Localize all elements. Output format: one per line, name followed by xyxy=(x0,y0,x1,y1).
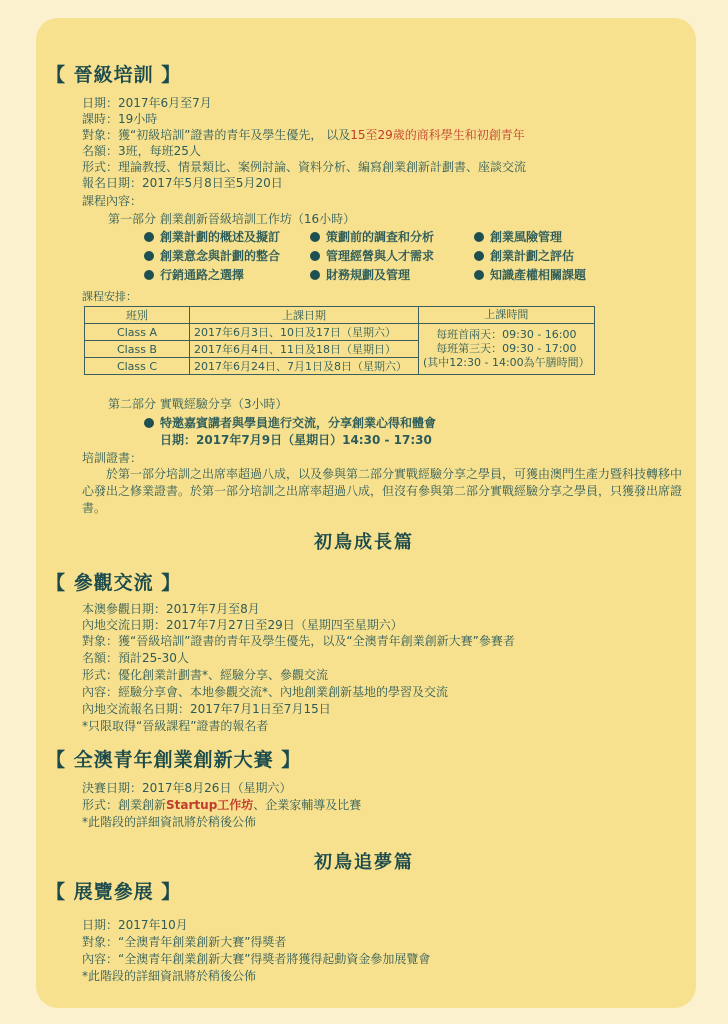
section-heading-advanced-training: 【 晉級培訓 】 xyxy=(46,64,182,86)
bullet-item: 行銷通路之選擇 xyxy=(144,266,244,283)
s2-line: 本澳參觀日期：2017年7月至8月 xyxy=(82,602,260,616)
bullet-dot-icon xyxy=(144,418,154,428)
s1-cert-label: 培訓證書： xyxy=(82,451,143,465)
s1-signup: 報名日期：2017年5月8日至5月20日 xyxy=(82,176,283,190)
bullet-item: 創業風險管理 xyxy=(474,228,562,245)
section-heading-visit-exchange: 【 參觀交流 】 xyxy=(46,572,182,594)
s1-target-text: 對象：獲“初級培訓”證書的青年及學生優先， 以及 xyxy=(82,128,351,142)
table-header-row xyxy=(85,307,595,324)
bullet-dot-icon xyxy=(310,232,320,242)
s4-line: 對象：“全澳青年創業創新大賽”得獎者 xyxy=(82,935,287,949)
bullet-dot-icon xyxy=(474,232,484,242)
schedule-table xyxy=(84,306,595,375)
s4-line: 日期：2017年10月 xyxy=(82,918,188,932)
s4-line: 內容：“全澳青年創業創新大賽”得獎者將獲得起動資金參加展覽會 xyxy=(82,952,431,966)
s1-schedule-label: 課程安排： xyxy=(82,290,137,303)
s2-line: 形式：優化創業計劃書*、經驗分享、參觀交流 xyxy=(82,668,329,682)
bullet-dot-icon xyxy=(144,251,154,261)
s1-cert-text: 於第一部分培訓之出席率超過八成，以及參與第二部分實戰經驗分享之學員，可獲由澳門生產力暨科技轉移中心發出之修業證書。於第一部分培訓之出席率超過八成，但沒有參與第二部分實戰經驗分享之學員，只獲發出席證書。 xyxy=(82,467,683,515)
s1-target xyxy=(82,127,525,144)
s3-date: 決賽日期：2017年8月26日（星期六） xyxy=(82,781,292,795)
table-cell-date: 2017年6月4日、11日及18日（星期日） xyxy=(190,341,419,358)
bullet-dot-icon xyxy=(474,251,484,261)
table-header: 班別 xyxy=(85,307,190,324)
table-cell-date: 2017年6月3日、10日及17日（星期六） xyxy=(190,324,419,341)
s2-line: 內地交流報名日期：2017年7月1日至7月15日 xyxy=(82,702,331,716)
s2-line: 內地交流日期：2017年7月27日至29日（星期四至星期六） xyxy=(82,618,403,632)
bullet-item: 創業計劃之評估 xyxy=(474,247,574,264)
bullet-dot-icon xyxy=(474,270,484,280)
bullet-item: 策劃前的調查和分析 xyxy=(310,228,434,245)
bullet-item: 特邀嘉賓講者與學員進行交流，分享創業心得和體會 xyxy=(144,414,436,431)
bullet-dot-icon xyxy=(144,232,154,242)
s2-line: 名額：預計25-30人 xyxy=(82,651,189,665)
table-header: 上課日期 xyxy=(190,307,419,324)
s1-part2-date: 日期：2017年7月9日（星期日）14:30 - 17:30 xyxy=(160,433,432,447)
s1-part2-title: 第二部分 實戰經驗分享（3小時） xyxy=(108,397,288,411)
section-heading-competition: 【 全澳青年創業創新大賽 】 xyxy=(46,749,302,771)
table-cell-date: 2017年6月24日、7月1日及8日（星期六） xyxy=(190,358,419,375)
table-cell-class: Class B xyxy=(85,341,190,358)
table-cell-class: Class A xyxy=(85,324,190,341)
bullet-dot-icon xyxy=(144,270,154,280)
s1-content-label: 課程內容： xyxy=(82,194,143,208)
bullet-item: 管理經營與人才需求 xyxy=(310,247,434,264)
s2-line: 內容：經驗分享會、本地參觀交流*、內地創業創新基地的學習及交流 xyxy=(82,685,449,699)
s3-format-highlight: Startup工作坊 xyxy=(166,798,254,812)
s4-line: *此階段的詳細資訊將於稍後公佈 xyxy=(82,969,257,983)
table-header: 上課時間 xyxy=(419,307,595,324)
s1-hours: 課時：19小時 xyxy=(82,112,158,126)
s3-note: *此階段的詳細資訊將於稍後公佈 xyxy=(82,815,257,829)
bullet-item: 財務規劃及管理 xyxy=(310,266,410,283)
bullet-item: 創業計劃的概述及擬訂 xyxy=(144,228,280,245)
s1-target-highlight: 15至29歲的商科學生和初創青年 xyxy=(350,128,525,142)
s1-quota: 名額：3班，每班25人 xyxy=(82,144,201,158)
s1-part1-title: 第一部分 創業創新晉級培訓工作坊（16小時） xyxy=(108,212,356,226)
s1-date: 日期：2017年6月至7月 xyxy=(82,96,212,110)
table-cell-class: Class C xyxy=(85,358,190,375)
table-row xyxy=(85,324,595,341)
bullet-item: 知識產權相關課題 xyxy=(474,266,586,283)
bullet-dot-icon xyxy=(310,251,320,261)
phase-title-dream: 初鳥追夢篇 xyxy=(314,852,414,873)
bullet-item: 創業意念與計劃的整合 xyxy=(144,247,280,264)
phase-title-growth: 初鳥成長篇 xyxy=(314,532,414,553)
section-heading-exhibition: 【 展覽參展 】 xyxy=(46,881,182,903)
s2-line: 對象：獲“晉級培訓”證書的青年及學生優先，以及“全澳青年創業創新大賽”參賽者 xyxy=(82,634,515,648)
s1-format: 形式：理論教授、情景類比、案例討論、資料分析、編寫創業創新計劃書、座談交流 xyxy=(82,160,527,174)
s3-format: 形式：創業創新Startup工作坊、企業家輔導及比賽 xyxy=(82,798,362,812)
bullet-dot-icon xyxy=(310,270,320,280)
table-cell-time: 每班首兩天：09:30 - 16:00 每班第三天：09:30 - 17:00 (其中12:30 - 14:00為午膳時間） xyxy=(419,324,595,375)
s2-line: *只限取得“晉級課程”證書的報名者 xyxy=(82,719,269,733)
